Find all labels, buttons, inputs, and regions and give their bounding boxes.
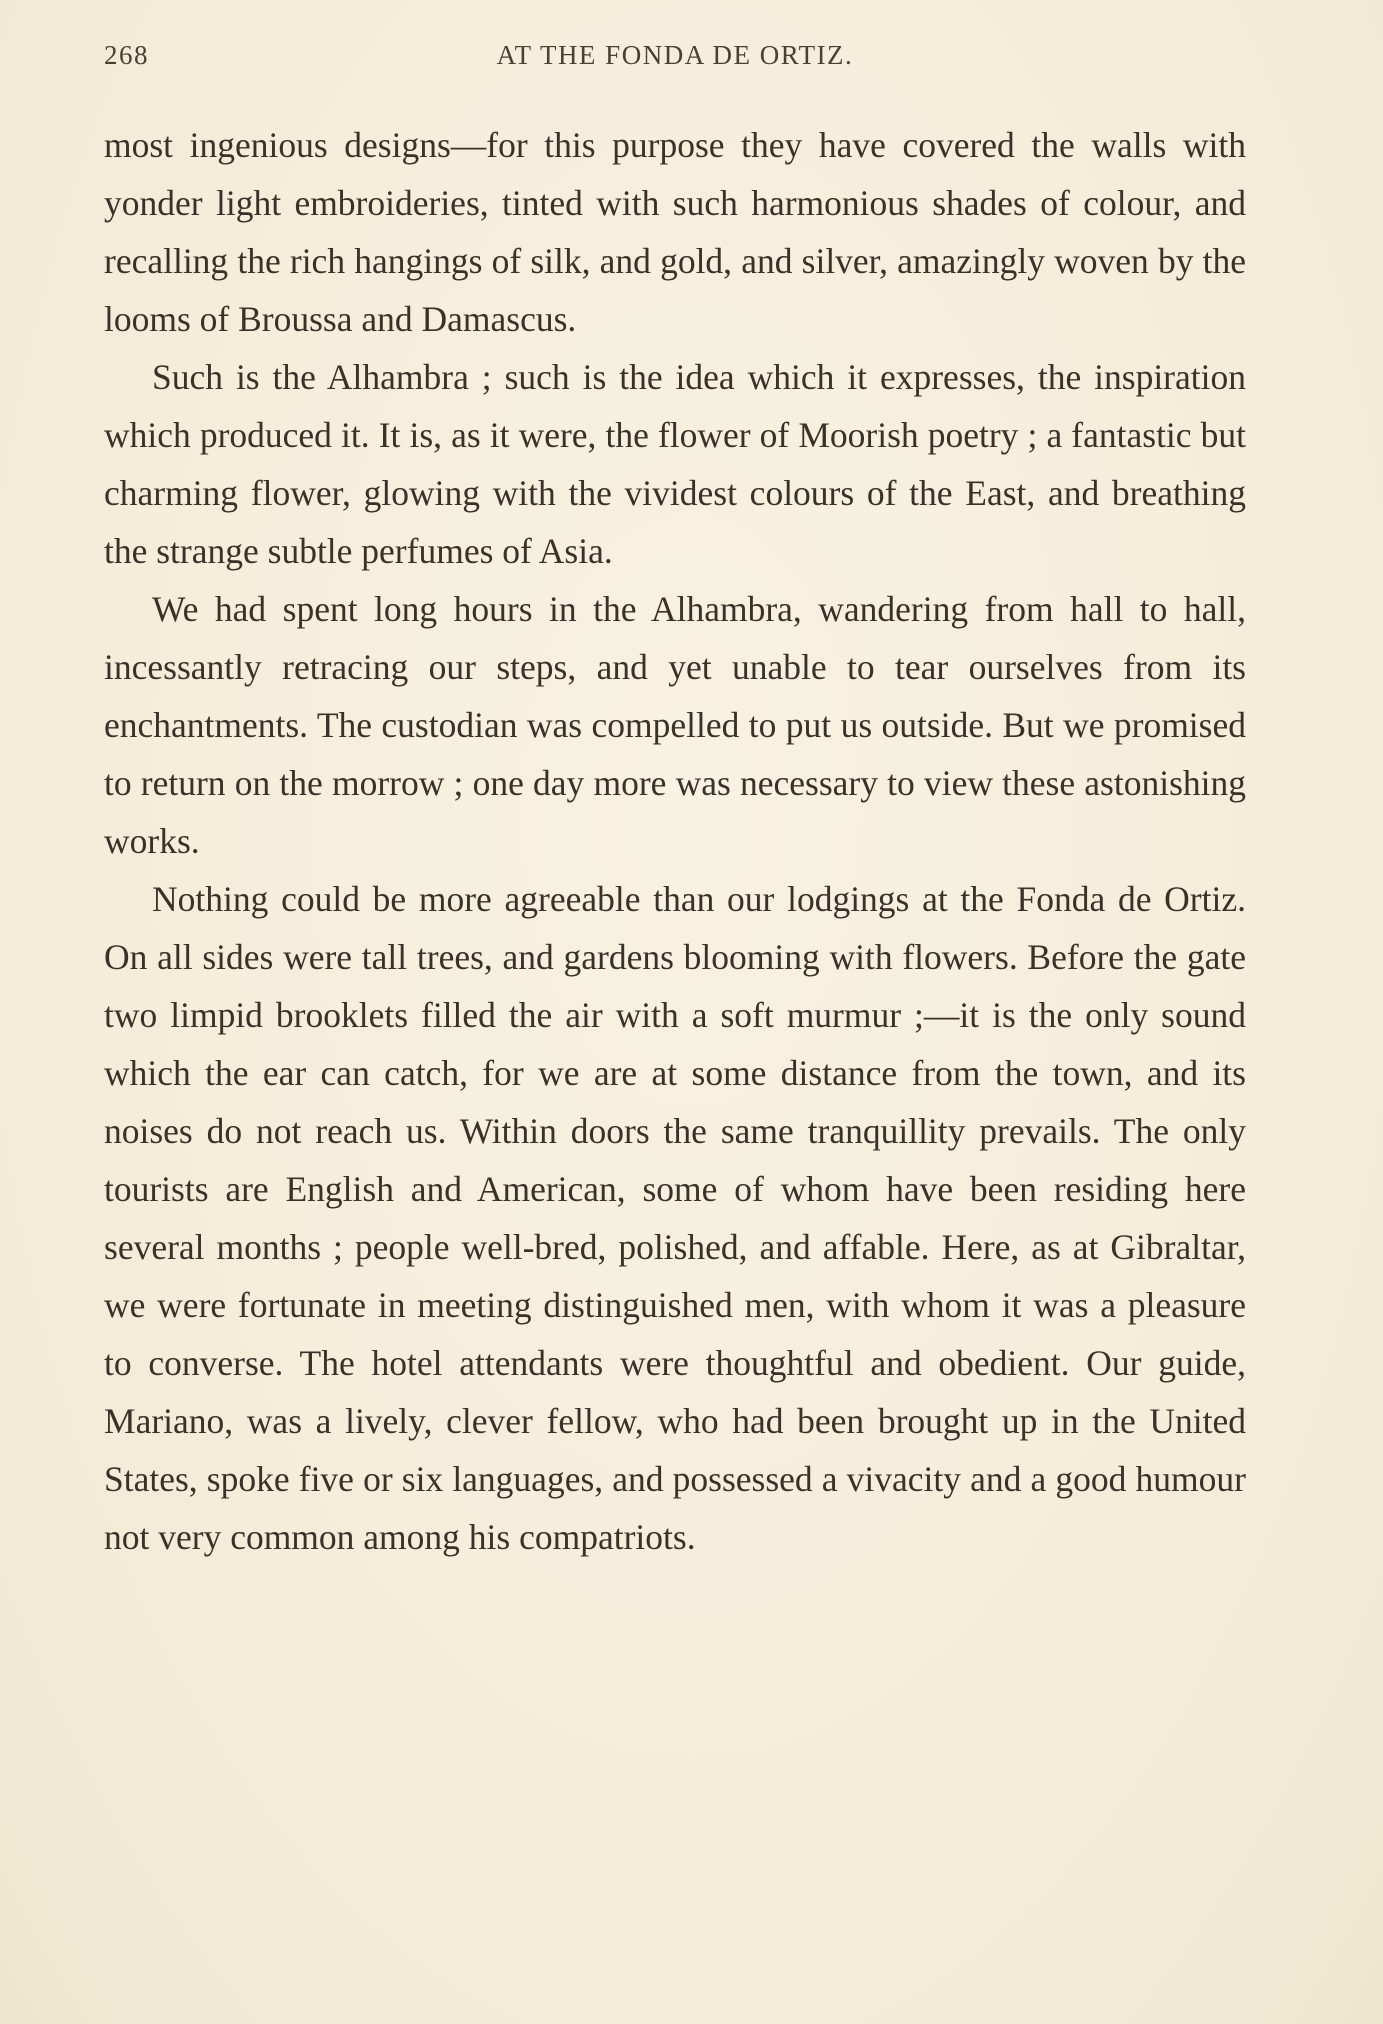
paragraph-continued: most ingenious designs—for this purpose they have covered the walls with yonder light embroideries, tinted with such harmonious shades of colour, and recalling the rich hangings of silk, and gold, and silver, amazingly woven by the looms of Broussa and Damascus. bbox=[104, 125, 1246, 339]
paragraph-alhambra-idea: Such is the Alhambra ; such is the idea which it expresses, the inspiration which produced it. It is, as it were, the flower of Moorish poetry ; a fantastic but charming flower, glowing with the vividest colours of the East, and breathing the strange subtle perfumes of Asia. bbox=[104, 357, 1246, 571]
running-head bbox=[104, 40, 1246, 80]
paragraph-long-hours: We had spent long hours in the Alhambra, wandering from hall to hall, incessantly retracing our steps, and yet unable to tear ourselves from its enchantments. The custodian was compelled to put us outside. But we promised to return on the morrow ; one day more was necessary to view these astonishing works. bbox=[104, 589, 1246, 861]
paragraph-fonda-de-ortiz: Nothing could be more agreeable than our lodgings at the Fonda de Ortiz. On all sides were tall trees, and gardens blooming with flowers. Before the gate two limpid brooklets filled the air with a soft murmur ;—it is the only sound which the ear can catch, for we are at some distance from the town, and its noises do not reach us. Within doors the same tranquillity prevails. The only tourists are English and American, some of whom have been residing here several months ; people well-bred, polished, and affable. Here, as at Gibraltar, we were fortunate in meeting distinguished men, with whom it was a pleasure to converse. The hotel attendants were thoughtful and obedient. Our guide, Mariano, was a lively, clever fellow, who had been brought up in the United States, spoke five or six languages, and possessed a vivacity and a good humour not very common among his compatriots. bbox=[104, 879, 1246, 1557]
page-number: 268 bbox=[104, 40, 149, 70]
body-text bbox=[104, 116, 1246, 1566]
running-title: AT THE FONDA DE ORTIZ. bbox=[496, 40, 854, 70]
